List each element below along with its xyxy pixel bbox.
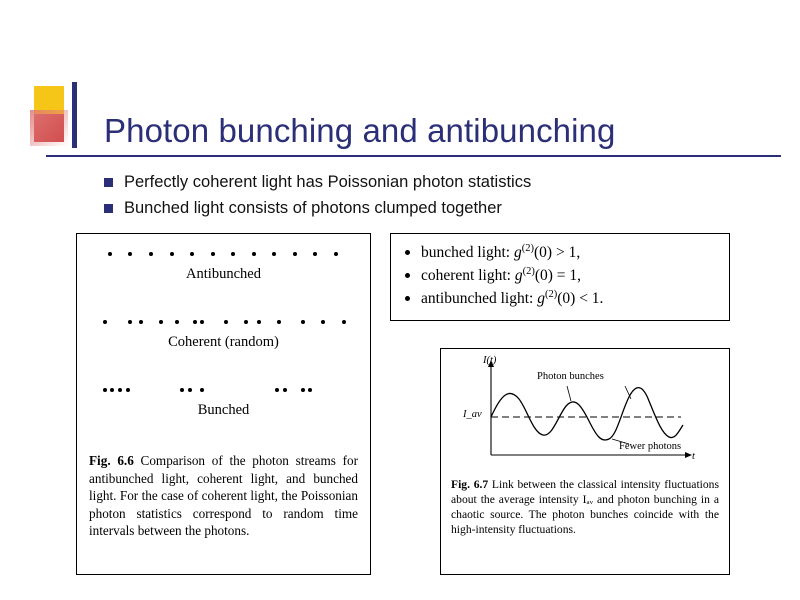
photon-dot — [277, 320, 281, 324]
g2-relation-value-2: < 1. — [579, 290, 604, 308]
bullet-text: Bunched light consists of photons clumped together — [124, 198, 502, 217]
photon-dot — [118, 388, 122, 392]
stream-label-antibunched: Antibunched — [186, 266, 261, 282]
figure-6-6-number: Fig. 6.6 — [89, 453, 134, 468]
list-item — [104, 198, 764, 219]
g2-symbol-base-1: g — [514, 267, 523, 285]
photon-dot — [272, 252, 276, 256]
photon-dot — [275, 388, 279, 392]
photon-dot — [342, 320, 346, 324]
g2-relation-name-0: bunched light: — [421, 244, 511, 262]
photon-dot — [180, 388, 184, 392]
decoration-vertical-bar — [72, 82, 77, 148]
annotation-fewer-photons: Fewer photons — [619, 441, 682, 452]
g2-symbol-superscript-1: (2) — [522, 266, 535, 278]
g2-relation-bunched — [403, 243, 719, 262]
photon-dot — [231, 252, 235, 256]
photon-dot — [128, 252, 132, 256]
g2-relations-panel — [390, 233, 730, 321]
photon-dot — [175, 320, 179, 324]
photon-dot — [293, 252, 297, 256]
figure-6-7-graphic — [449, 355, 723, 473]
page-title: Photon bunching and antibunching — [104, 112, 616, 150]
photon-stream-coherent — [95, 312, 352, 332]
photon-dot — [103, 388, 107, 392]
stream-label-coherent: Coherent (random) — [168, 334, 279, 350]
g2-symbol-argument-1: (0) — [534, 267, 553, 285]
photon-dot — [200, 320, 204, 324]
title-decoration — [30, 82, 96, 148]
figure-6-6-caption — [89, 452, 358, 540]
g2-relation-antibunched — [403, 289, 719, 308]
photon-dot — [301, 388, 305, 392]
figure-6-7-caption — [451, 477, 719, 537]
g2-relation-list — [391, 234, 729, 308]
photon-dot — [149, 252, 153, 256]
axis-label-intensity: I(t) — [483, 355, 497, 366]
g2-symbol-base-0: g — [514, 244, 522, 262]
photon-dot — [103, 320, 107, 324]
figure-6-7-caption-text: Link between the classical intensity fluctuations about the average intensity Iₐᵥ and photon bunching in a chaotic source. The photon bunches coincide with the high-intensity fluctuations. — [451, 478, 719, 537]
photon-dot — [313, 252, 317, 256]
title-divider — [46, 155, 781, 157]
photon-dot — [128, 320, 132, 324]
photon-dot — [193, 320, 197, 324]
g2-symbol-superscript-0: (2) — [521, 243, 534, 254]
photon-dot — [211, 252, 215, 256]
stream-label-bunched: Bunched — [197, 402, 250, 418]
figure-6-6-panel — [76, 233, 371, 575]
list-item — [104, 172, 764, 193]
photon-dot — [188, 388, 192, 392]
photon-dot — [126, 388, 130, 392]
bullet-text: Perfectly coherent light has Poissonian photon statistics — [124, 173, 532, 191]
photon-dot — [110, 388, 114, 392]
photon-dot — [108, 252, 112, 256]
g2-relation-coherent — [403, 266, 719, 285]
average-intensity-label: I_av — [463, 409, 482, 420]
annotation-photon-bunches: Photon bunches — [537, 371, 604, 382]
g2-symbol-superscript-2: (2) — [544, 289, 558, 301]
figure-6-7-number: Fig. 6.7 — [451, 478, 489, 491]
photon-dot — [301, 320, 305, 324]
photon-dot — [170, 252, 174, 256]
photon-dot — [224, 320, 228, 324]
g2-relation-value-0: > 1, — [555, 244, 581, 262]
axis-label-time: t — [692, 451, 695, 462]
figure-6-7-panel — [440, 348, 730, 575]
photon-dot — [159, 320, 163, 324]
photon-stream-bunched — [95, 380, 352, 400]
bullet-square-icon — [104, 204, 113, 213]
photon-dot — [200, 388, 204, 392]
bullet-square-icon — [104, 178, 113, 187]
bullet-list — [104, 172, 764, 223]
photon-dot — [334, 252, 338, 256]
photon-dot — [244, 320, 248, 324]
g2-symbol-argument-2: (0) — [557, 290, 576, 308]
photon-stream-antibunched — [95, 244, 352, 264]
g2-relation-name-2: antibunched light: — [421, 290, 534, 308]
photon-dot — [257, 320, 261, 324]
g2-relation-name-1: coherent light: — [421, 267, 511, 285]
figure-6-6-caption-text: Comparison of the photon streams for antibunched light, coherent light, and bunched light. For the case of coherent light, the Poissonian photon statistics correspond to random time intervals between the photons. — [89, 453, 358, 539]
g2-symbol-base-2: g — [537, 290, 545, 308]
photon-dot — [321, 320, 325, 324]
g2-symbol-argument-0: (0) — [534, 244, 553, 262]
photon-dot — [190, 252, 194, 256]
photon-dot — [308, 388, 312, 392]
decoration-gradient-square — [30, 110, 68, 146]
photon-dot — [283, 388, 287, 392]
photon-dot — [139, 320, 143, 324]
g2-relation-value-1: = 1, — [556, 267, 582, 285]
photon-dot — [252, 252, 256, 256]
